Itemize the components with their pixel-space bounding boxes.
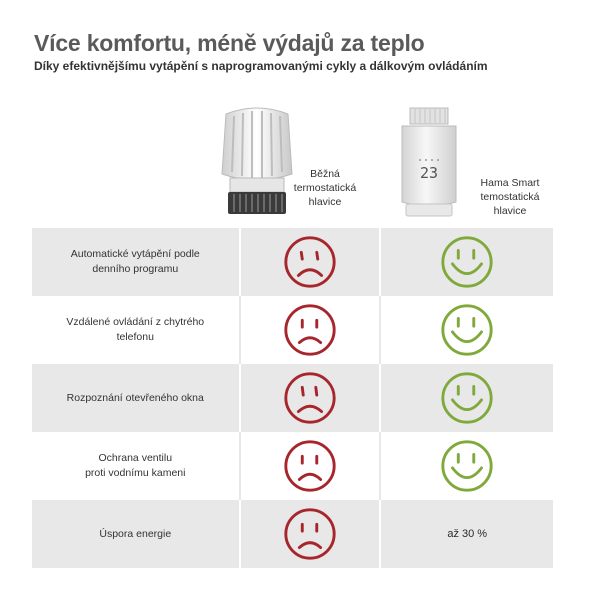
feature-label: Automatické vytápění podle denního programu [70, 248, 200, 275]
smart-thermostat-display: 23 [419, 164, 439, 182]
happy-face-icon [438, 233, 496, 291]
sad-face-icon [281, 301, 339, 359]
happy-face-icon [438, 437, 496, 495]
feature-label: Ochrana ventilu proti vodnímu kameni [85, 452, 186, 479]
page-subtitle: Díky efektivnějšímu vytápění s naprogramovanými cykly a dálkovým ovládáním [34, 59, 488, 73]
sad-face-icon [281, 369, 339, 427]
sad-face-icon [281, 233, 339, 291]
happy-face-icon [438, 301, 496, 359]
sad-face-icon [281, 437, 339, 495]
sad-face-icon [281, 505, 339, 563]
table-row [32, 500, 553, 568]
page-title: Více komfortu, méně výdajů za teplo [34, 30, 425, 56]
smart-thermostat-label: Hama Smart temostatická hlavice [480, 177, 540, 217]
table-row [32, 364, 553, 432]
feature-label: Rozpoznání otevřeného okna [66, 391, 204, 404]
table-row [32, 432, 553, 500]
energy-saving-value: až 30 % [379, 500, 553, 568]
feature-label: Úspora energie [99, 527, 172, 540]
standard-thermostat-label: Běžná termostatická hlavice [293, 168, 357, 208]
table-row [32, 228, 553, 296]
comparison-table [32, 228, 553, 568]
feature-label: Vzdálené ovládání z chytrého telefonu [66, 316, 205, 343]
table-row [32, 296, 553, 364]
smart-thermostat-image [396, 106, 462, 222]
happy-face-icon [438, 369, 496, 427]
